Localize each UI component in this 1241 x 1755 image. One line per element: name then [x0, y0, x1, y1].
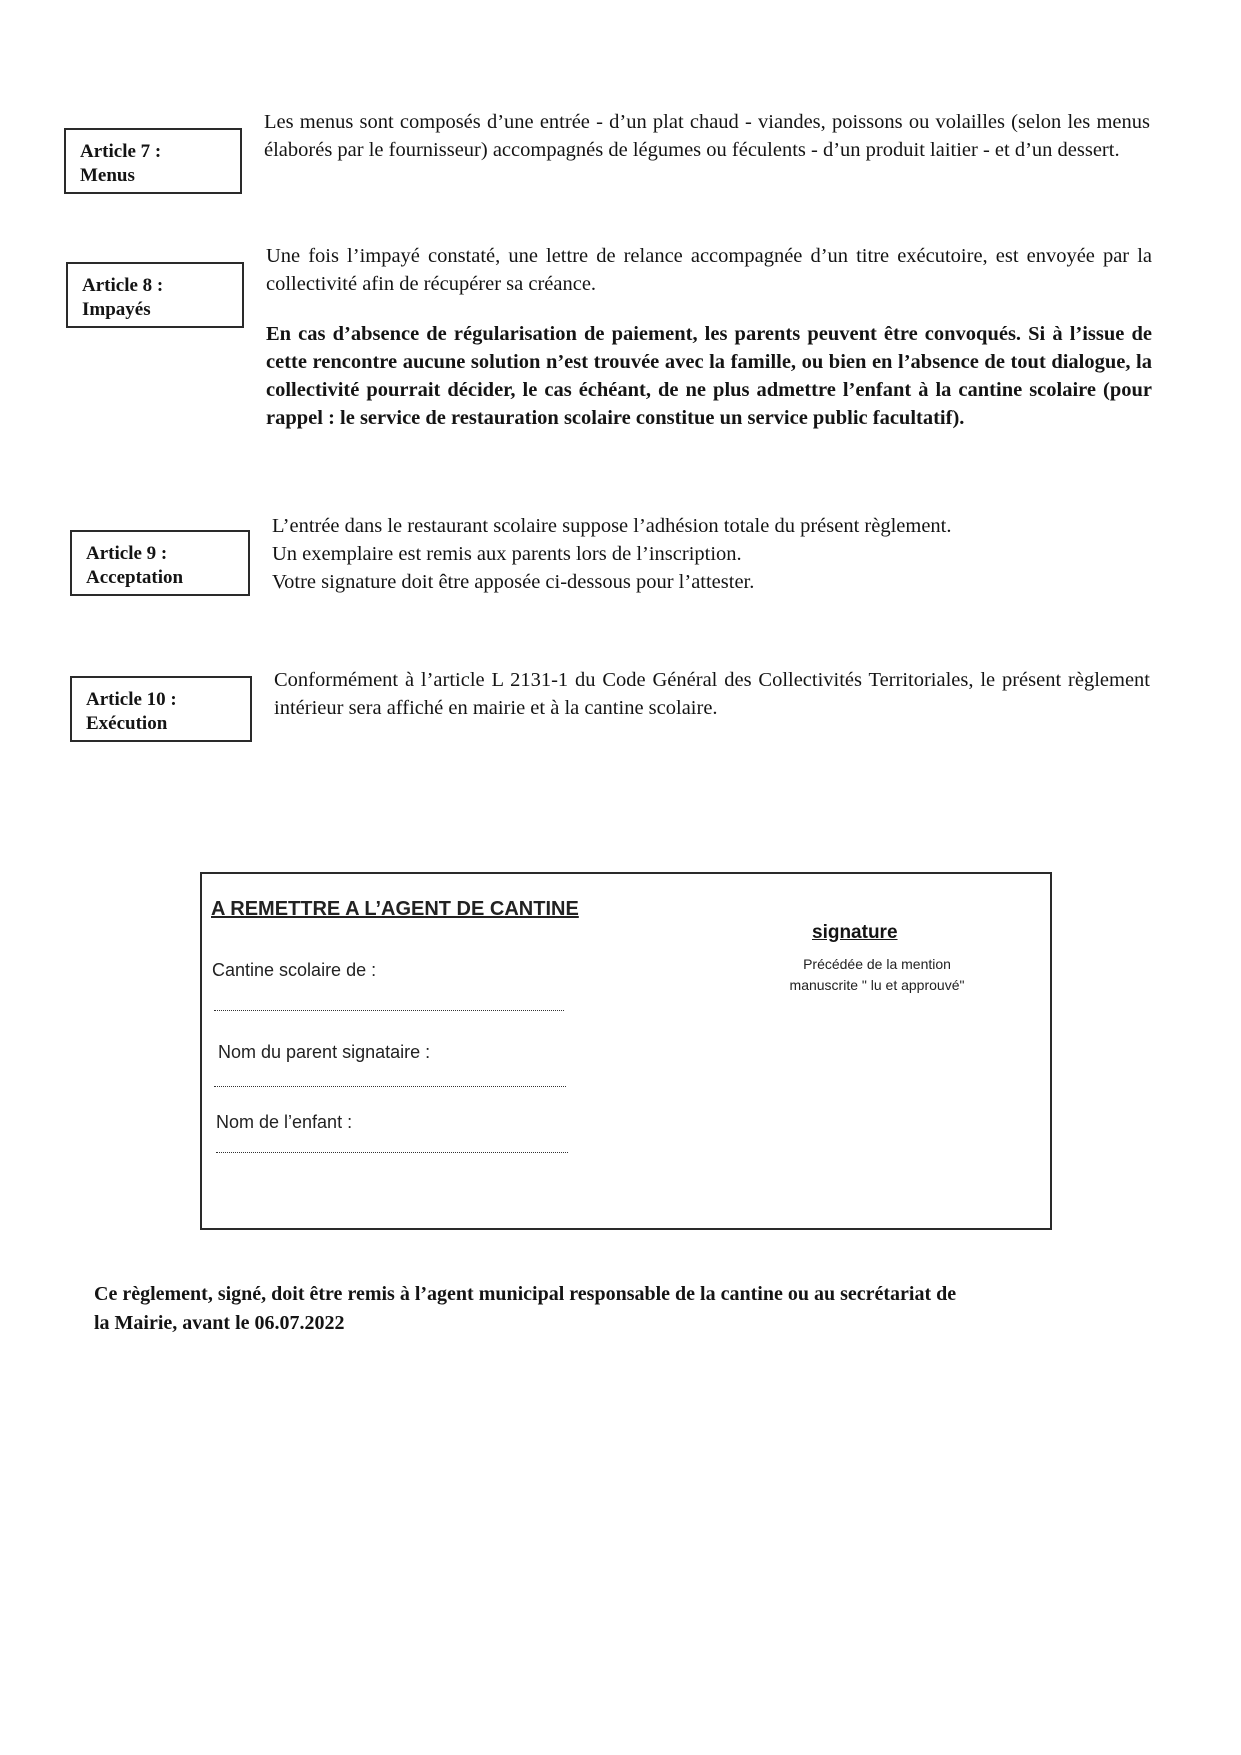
article-7-text-block [264, 108, 1150, 164]
signature-note-line-2: manuscrite " lu et approuvé" [789, 977, 965, 993]
footer-note [94, 1280, 1114, 1338]
signature-title: signature [812, 922, 898, 943]
child-name-label: Nom de l’enfant : [216, 1112, 353, 1132]
footer-note-line-2: la Mairie, avant le 06.07.2022 [94, 1312, 345, 1334]
article-9-box [70, 530, 250, 596]
parent-name-label: Nom du parent signataire : [218, 1042, 431, 1062]
article-10-text: Conformément à l’article L 2131-1 du Code Général des Collectivités Territoriales, le présent règlement intérieur sera affiché en mairie et à la cantine scolaire. [274, 669, 1150, 719]
article-9-line-3: Votre signature doit être apposée ci-dessous pour l’attester. [272, 571, 755, 593]
article-8-title: Impayés [82, 299, 151, 320]
article-7-box [64, 128, 242, 194]
article-8-bold-text: En cas d’absence de régularisation de paiement, les parents peuvent être convoqués. Si à l’issue de cette rencontre aucune solution n’est trouvée avec la famille, ou bien en l’absence de tout dialogue, la collectivité pourrait décider, le cas échéant, de ne plus admettre l’enfant à la cantine scolaire (pour rappel : le service de restauration scolaire constitue un service public facultatif). [266, 323, 1152, 429]
signature-note [742, 954, 1012, 996]
footer-note-line-1: Ce règlement, signé, doit être remis à l’agent municipal responsable de la cantine ou au secrétariat de [94, 1283, 957, 1305]
cantine-scolaire-line[interactable] [214, 1010, 564, 1011]
article-9-title: Acceptation [86, 567, 184, 588]
article-10-title: Exécution [86, 713, 168, 734]
child-name-line[interactable] [216, 1152, 568, 1153]
parent-name-line[interactable] [214, 1086, 566, 1087]
article-10-text-block [274, 666, 1150, 722]
return-form-box [200, 872, 1052, 1230]
article-9-label: Article 9 : [86, 543, 168, 564]
form-title: A REMETTRE A L’AGENT DE CANTINE [211, 898, 579, 920]
cantine-scolaire-label: Cantine scolaire de : [212, 960, 377, 980]
signature-note-line-1: Précédée de la mention [803, 956, 951, 972]
article-9-text-block [272, 512, 1152, 596]
article-7-label: Article 7 : [80, 141, 162, 162]
article-8-text-block [266, 242, 1152, 432]
article-7-text: Les menus sont composés d’une entrée - d’un plat chaud - viandes, poissons ou volailles (selon les menus élaborés par le fournisseur) accompagnés de légumes ou féculents - d’un produit laitier - et d’un dessert. [264, 111, 1150, 161]
article-10-label: Article 10 : [86, 689, 177, 710]
article-8-text: Une fois l’impayé constaté, une lettre de relance accompagnée d’un titre exécutoire, est envoyée par la collectivité afin de récupérer sa créance. [266, 245, 1152, 295]
article-10-box [70, 676, 252, 742]
article-7-title: Menus [80, 165, 135, 186]
article-9-line-2: Un exemplaire est remis aux parents lors de l’inscription. [272, 543, 742, 565]
article-8-box [66, 262, 244, 328]
article-9-line-1: L’entrée dans le restaurant scolaire suppose l’adhésion totale du présent règlement. [272, 515, 952, 537]
article-8-label: Article 8 : [82, 275, 164, 296]
